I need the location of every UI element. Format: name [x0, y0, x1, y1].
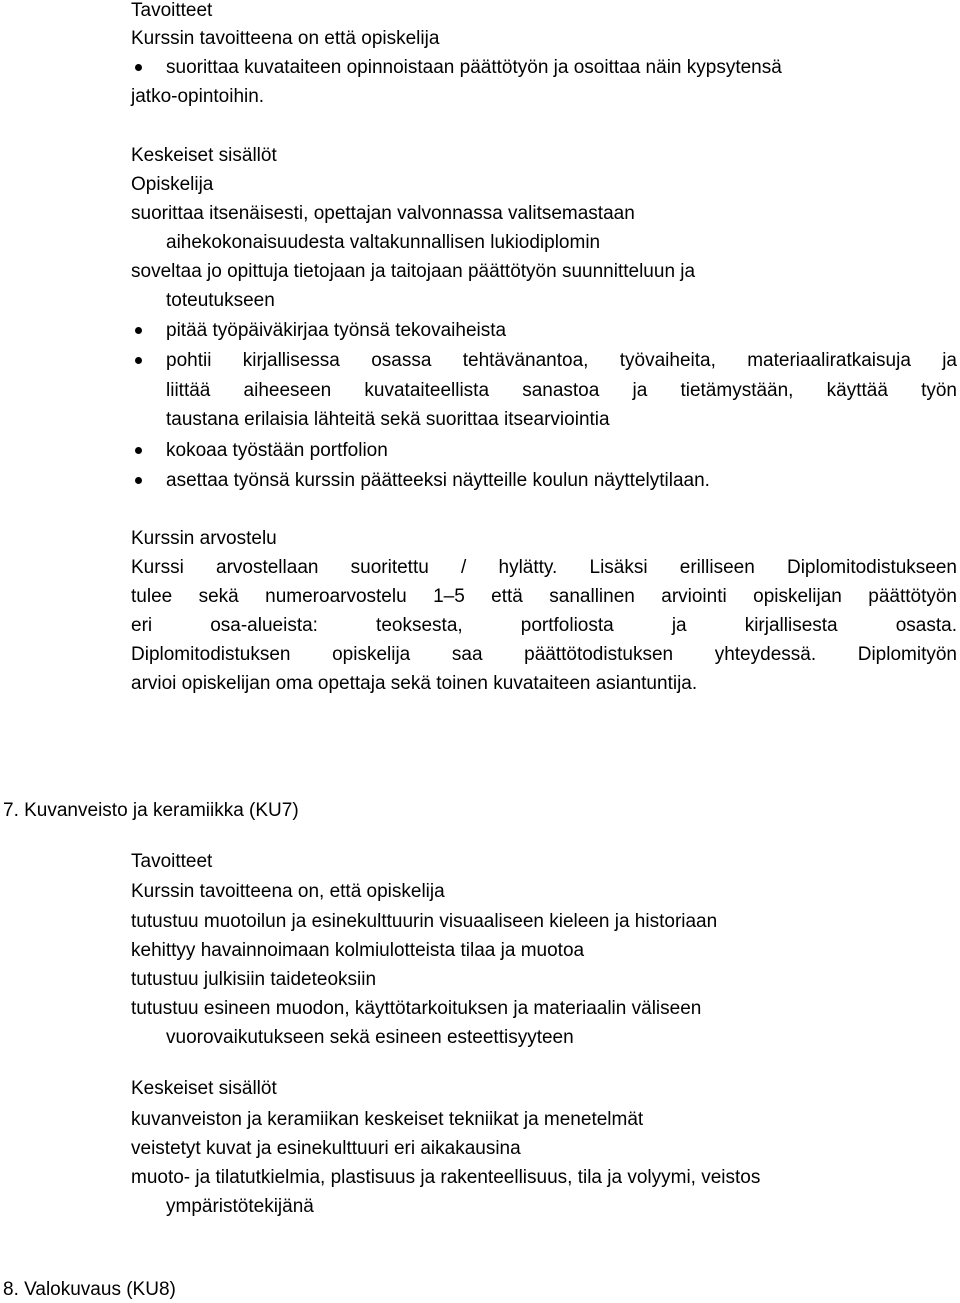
goals-heading: Tavoitteet	[131, 0, 213, 21]
section-title: 7. Kuvanveisto ja keramiikka (KU7)	[3, 800, 299, 821]
bullet-item-continuation: liittää aiheeseen kuvataiteellista sanastoa ja tietämystään, käyttää työn	[166, 380, 957, 401]
goals-intro: Kurssin tavoitteena on, että opiskelija	[131, 881, 445, 902]
content-heading: Keskeiset sisällöt	[131, 1078, 277, 1099]
goal-item: kehittyy havainnoimaan kolmiulotteista tilaa ja muotoa	[131, 940, 585, 961]
content-item: veistetyt kuvat ja esinekulttuuri eri aikakausina	[131, 1138, 521, 1159]
bullet-item: kokoaa työstään portfolion	[166, 440, 388, 461]
goal-item: tutustuu julkisiin taideteoksiin	[131, 969, 377, 990]
bullet-icon	[135, 477, 142, 484]
content-item-continuation: toteutukseen	[166, 290, 275, 311]
content-item: soveltaa jo opittuja tietojaan ja taitojaan päättötyön suunnitteluun ja	[131, 261, 696, 282]
goals-intro: Kurssin tavoitteena on että opiskelija	[131, 28, 440, 49]
bullet-item: asettaa työnsä kurssin päätteeksi näytteille koulun näyttelytilaan.	[166, 470, 710, 491]
content-item: kuvanveiston ja keramiikan keskeiset tekniikat ja menetelmät	[131, 1109, 644, 1130]
goal-item: tutustuu muotoilun ja esinekulttuurin visuaaliseen kieleen ja historiaan	[131, 911, 718, 932]
bullet-item-continuation: taustana erilaisia lähteitä sekä suorittaa itsearviointia	[166, 409, 610, 430]
bullet-icon	[135, 357, 142, 364]
goal-item: suorittaa kuvataiteen opinnoistaan päättötyön ja osoittaa näin kypsytensä	[166, 57, 782, 78]
goal-item: tutustuu esineen muodon, käyttötarkoituksen ja materiaalin väliseen	[131, 998, 702, 1019]
grading-paragraph-line: Kurssi arvostellaan suoritettu / hylätty. Lisäksi erilliseen Diplomitodistukseen	[131, 557, 957, 578]
content-item: suorittaa itsenäisesti, opettajan valvonnassa valitsemastaan	[131, 203, 635, 224]
goal-item-continuation: jatko-opintoihin.	[131, 86, 265, 107]
bullet-item: pitää työpäiväkirjaa työnsä tekovaiheista	[166, 320, 507, 341]
bullet-icon	[135, 327, 142, 334]
grading-paragraph-line: eri osa-alueista: teoksesta, portfoliosta ja kirjallisesta osasta.	[131, 615, 957, 636]
grading-paragraph-line: arvioi opiskelijan oma opettaja sekä toinen kuvataiteen asiantuntija.	[131, 673, 698, 694]
goal-item-continuation: vuorovaikutukseen sekä esineen esteettisyyteen	[166, 1027, 574, 1048]
content-item-continuation: aihekokonaisuudesta valtakunnallisen lukiodiplomin	[166, 232, 601, 253]
content-item: muoto- ja tilatutkielmia, plastisuus ja rakenteellisuus, tila ja volyymi, veistos	[131, 1167, 761, 1188]
content-intro: Opiskelija	[131, 174, 214, 195]
bullet-icon	[135, 64, 142, 71]
section-title: 8. Valokuvaus (KU8)	[3, 1279, 176, 1300]
content-item-continuation: ympäristötekijänä	[166, 1196, 314, 1217]
grading-paragraph-line: tulee sekä numeroarvostelu 1–5 että sanallinen arviointi opiskelijan päättötyön	[131, 586, 957, 607]
goals-heading: Tavoitteet	[131, 851, 213, 872]
content-heading: Keskeiset sisällöt	[131, 145, 277, 166]
bullet-item: pohtii kirjallisessa osassa tehtävänantoa, työvaiheita, materiaaliratkaisuja ja	[166, 350, 957, 371]
bullet-icon	[135, 447, 142, 454]
grading-paragraph-line: Diplomitodistuksen opiskelija saa päättötodistuksen yhteydessä. Diplomityön	[131, 644, 957, 665]
grading-heading: Kurssin arvostelu	[131, 528, 277, 549]
